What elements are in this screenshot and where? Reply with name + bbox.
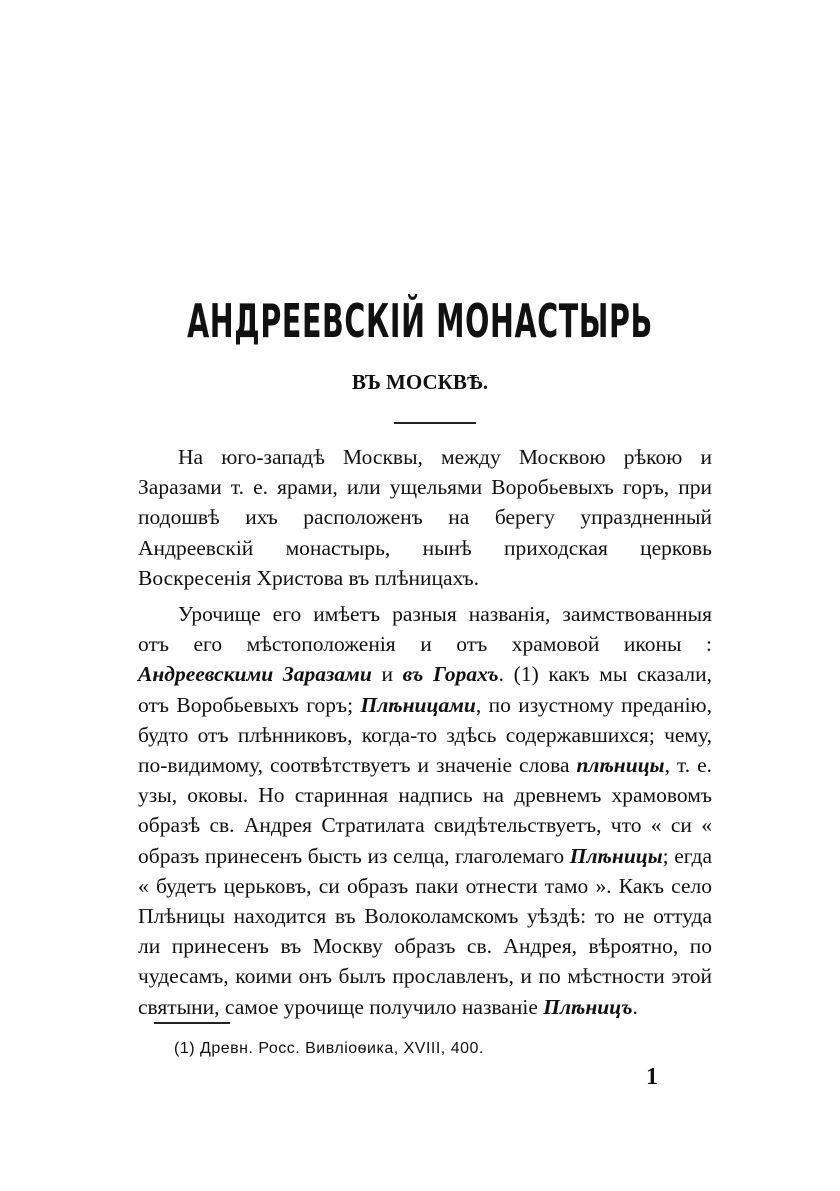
paragraph-2-italic-5: Плѣницы — [569, 843, 663, 868]
footnote-divider — [154, 1022, 230, 1024]
paragraph-2-italic-3: Плѣницами — [360, 692, 476, 717]
footnote: (1) Древн. Росс. Вивліоѳика, XVIII, 400. — [174, 1040, 484, 1057]
paragraph-2-part-7: . — [632, 994, 638, 1019]
paragraph-2 — [138, 599, 712, 1022]
paragraph-2-part-3: . (1) какъ мы сказали, отъ Воробьевыхъ горъ; — [138, 662, 712, 717]
paragraph-2-part-1: Урочище его имѣетъ разныя названія, заимствованныя отъ его мѣстоположенія и отъ храмовой иконы : — [138, 602, 712, 657]
page-subtitle: ВЪ МОСКВѢ. — [351, 370, 489, 394]
page-title: АНДРЕЕВСКІЙ МОНАСТЫРЬ — [187, 294, 653, 348]
paragraph-2-part-2: и — [371, 662, 403, 687]
paragraph-2-part-6: ; егда « будетъ церьковъ, си образъ паки отнести тамо ». Какъ село Плѣницы находится въ Волоколамскомъ уѣздѣ: то не оттуда ли принесенъ въ Москву образъ св. Андрея, вѣроятно, по чудесамъ, коими онъ былъ прославленъ, и по мѣстности этой святыни, самое урочище получило названіе — [138, 843, 712, 1019]
paragraph-2-part-4: , по изустному преданію, будто отъ плѣнниковъ, когда-то здѣсь содержавшихся; чему, по-видимому, соотвѣтствуетъ и значеніе слова — [138, 692, 712, 778]
paragraph-2-italic-6: Плѣницъ — [543, 994, 633, 1019]
paragraph-1-text: На юго-западѣ Москвы, между Москвою рѣкою и Заразами т. е. ярами, или ущельями Воробьевыхъ горъ, при подошвѣ ихъ расположенъ на берегу упраздненный Андреевскій монастырь, нынѣ приходская церковь Воскресенія Христова въ плѣницахъ. — [138, 445, 712, 590]
paragraph-2-italic-1: Андреевскими Заразами — [138, 662, 372, 687]
paragraph-2-part-5: , т. е. узы, оковы. Но старинная надпись на древнемъ храмовомъ образѣ св. Андрея Стратилата свидѣтельствуетъ, что « си « образъ принесенъ бысть из селца, глаголемаго — [138, 753, 712, 868]
paragraph-1 — [138, 442, 712, 593]
page-number: 1 — [646, 1064, 658, 1090]
body-text — [138, 442, 712, 1022]
title-divider — [394, 422, 476, 424]
paragraph-2-italic-2: въ Горахъ — [402, 662, 499, 687]
paragraph-2-italic-4: плѣницы — [576, 753, 665, 778]
